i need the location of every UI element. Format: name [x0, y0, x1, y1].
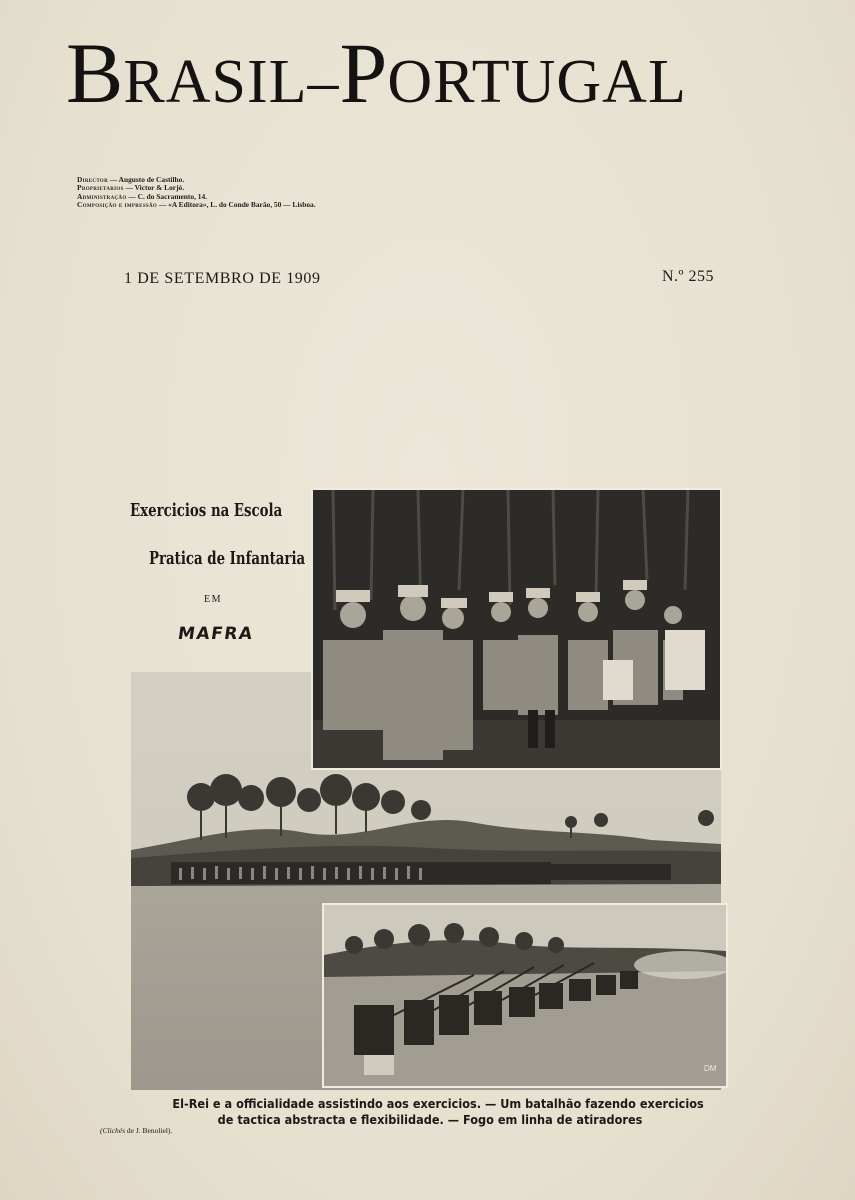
side-caption-place: MAFRA [176, 624, 255, 644]
photo-king-and-officers [311, 488, 722, 770]
bottom-caption-line2: de tactica abstracta e flexibilidade. — Fogo em linha de atiradores [217, 1113, 643, 1127]
bottom-caption-line1: El-Rei e a officialidade assistindo aos exercicios. — Um batalhão fazendo exercicios [172, 1097, 704, 1111]
title-initial-b: B [66, 25, 124, 121]
masthead-title [66, 25, 778, 121]
title-separator: – [307, 48, 340, 116]
side-caption-line1: Exercicios na Escola [130, 500, 283, 521]
bottom-caption [150, 1096, 710, 1128]
photo-monogram: DM [704, 1064, 717, 1073]
credit-row-owners: Proprietarios — Victor & Lorjó. [77, 183, 185, 193]
side-caption-line2: Pratica de Infantaria [149, 548, 306, 569]
credit-row-printing: Composição e impressão — «A Editora», L. do Conde Barão, 50 — Lisboa. [77, 199, 316, 209]
title-word-rasil: RASIL [123, 48, 308, 116]
photo-credit: (Clichés de J. Benoliel). [100, 1126, 173, 1135]
title-initial-p: P [339, 25, 388, 121]
title-word-ortugal: ORTUGAL [387, 48, 687, 116]
issue-date: 1 DE SETEMBRO DE 1909 [124, 270, 321, 287]
photo-firing-graphic [324, 905, 726, 1086]
photo-officers-graphic [313, 490, 720, 768]
publication-credits [77, 176, 316, 209]
credit-row-director: Director — Augusto de Castilho. [77, 175, 185, 184]
photo-firing-line [322, 903, 728, 1088]
issue-number: N.º 255 [662, 268, 715, 285]
side-caption-em: EM [204, 594, 222, 605]
credit-row-administration: Administração — C. do Sacramento, 14. [77, 191, 208, 201]
